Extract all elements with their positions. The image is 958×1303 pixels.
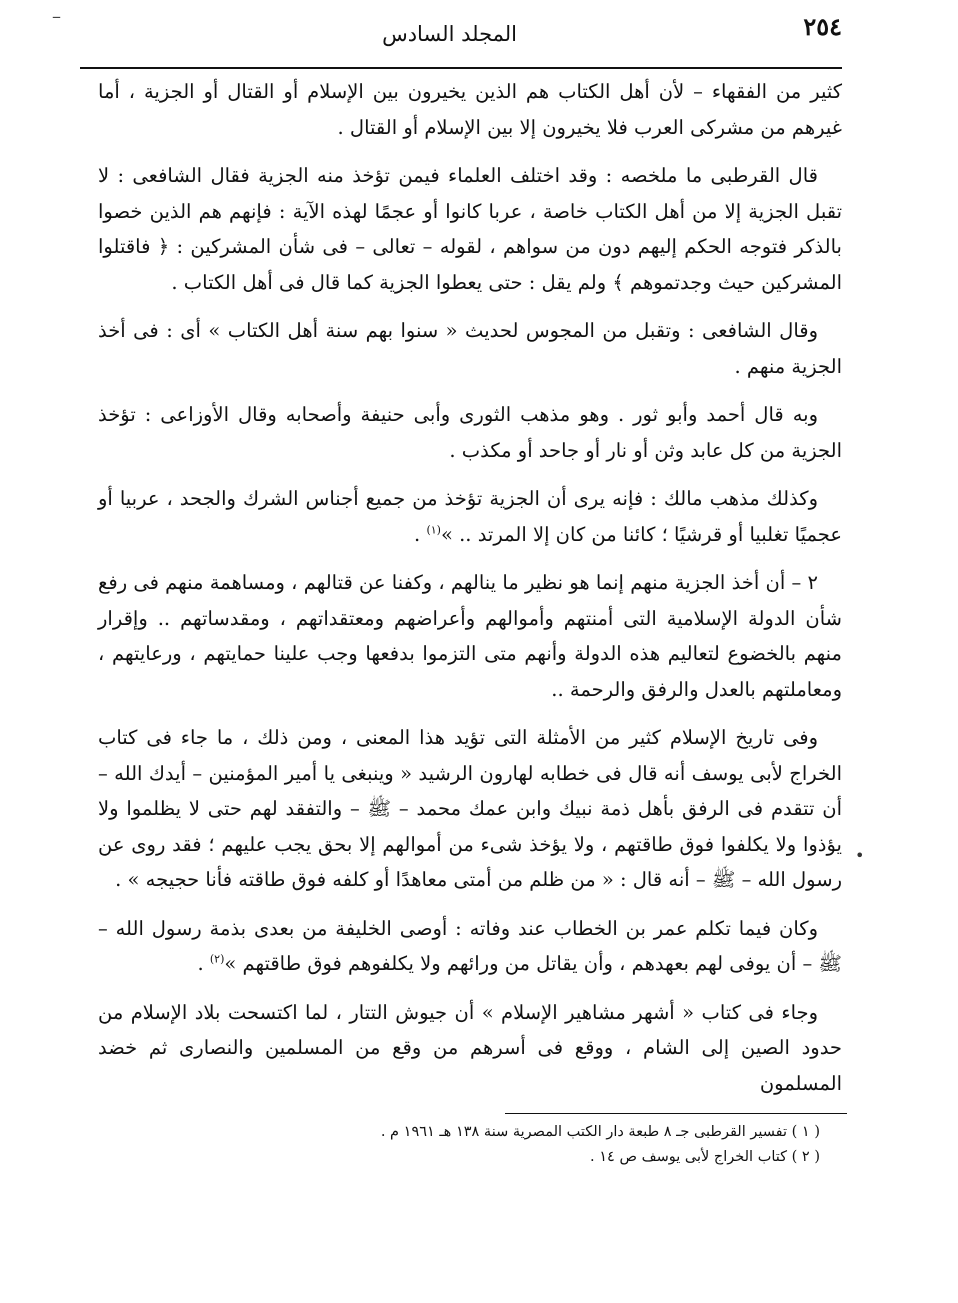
paragraph-9: وجاء فى كتاب « أشهر مشاهير الإسلام » أن جيوش التتار ، لما اكتسحت بلاد الإسلام من حدود الصين إلى الشام ، ووقع فى أسرهم من وقع من المسلمين والنصارى ثم خضد المسلمون: [98, 1000, 842, 1095]
paragraph-5: وكذلك مذهب مالك : فإنه يرى أن الجزية تؤخذ من جميع أجناس الشرك والجحد ، عربيا أو عجميًا تغلبيا أو قرشيًا ؛ كائنا من كان إلا المرتد .. »$^{(١)}$ .: [98, 487, 842, 546]
paragraph-6: ٢ – أن أخذ الجزية منهم إنما هو نظير ما ينالهم ، وكفنا عن قتالهم ، ومساهمة منهم فى رفع شأن الدولة الإسلامية التى أمنتهم وأموالهم وأعراضهم ومعتقداتهم ، ومقدساتهم .. وإقرار منهم بالخضوع لتعاليم هذه الدولة وأنهم متى التزموا بدفعها وجب علينا حمايتهم ، ورعايتهم ، ومعاملتهم بالعدل والرفق والرحمة ..: [98, 571, 842, 701]
footnotes: [250, 1120, 820, 1170]
footnote-ref-2: (٢): [209, 952, 225, 966]
paragraph-8: وكان فيما تكلم عمر بن الخطاب عند وفاته : أوصى الخليفة من بعدى بذمة رسول الله – ﷺ – أن يوفى لهم بعهدهم ، وأن يقاتل من ورائهم ولا يكلفوهم فوق طاقتهم »$^{(٢)}$ .: [98, 916, 842, 975]
paragraph-2: قال القرطبى ما ملخصه : وقد اختلف العلماء فيمن تؤخذ منه الجزية فقال الشافعى : لا تقبل الجزية إلا من أهل الكتاب خاصة ، عربا كانوا أو عجمًا لهذه الآية : فإنهم هم الذين خصوا بالذكر فتوجه الحكم إليهم دون من سواهم ، لقوله – تعالى – فى شأن المشركين : ﴿ فاقتلوا المشركين حيث وجدتموهم ﴾ ولم يقل : حتى يعطوا الجزية كما قال فى أهل الكتاب .: [98, 164, 842, 294]
paragraph-4: وبه قال أحمد وأبو ثور . وهو مذهب الثورى وأبى حنيفة وأصحابه وقال الأوزاعى : تؤخذ الجزية من كل عابد وثن أو نار أو جاحد أو مكذب .: [98, 403, 842, 462]
paragraph-3: وقال الشافعى : وتقبل من المجوس لحديث « سنوا بهم سنة أهل الكتاب » أى : فى أخذ الجزية منهم .: [98, 319, 842, 378]
margin-dot: •: [855, 846, 865, 865]
footnote-ref-1: (١): [426, 523, 441, 536]
header-rule: [80, 67, 842, 69]
paragraph-7: وفى تاريخ الإسلام كثير من الأمثلة التى تؤيد هذا المعنى ، ومن ذلك ، ما جاء فى كتاب الخراج لأبى يوسف أنه قال فى خطابه لهارون الرشيد « وينبغى يا أمير المؤمنين – أيدك الله – أن تتقدم فى الرفق بأهل ذمة نبيك وابن عمك محمد – ﷺ – والتفقد لهم حتى لا يظلموا ولا يؤذوا ولا يكلفوا فوق طاقتهم ، ولا يؤخذ شىء من أموالهم إلا بحق يجب عليهم ؛ فقد روى عن رسول الله – ﷺ – أنه قال : « من ظلم من أمتى معاهدًا أو كلفه فوق طاقته فأنا حجيجه » .: [98, 726, 842, 891]
page-number: ٢٥٤: [803, 12, 842, 41]
paragraph-8-text: وكان فيما تكلم عمر بن الخطاب عند وفاته : أوصى الخليفة من بعدى بذمة رسول الله – ﷺ – أن يوفى لهم بعهدهم ، وأن يقاتل من ورائهم ولا يكلفوهم فوق طاقتهم »: [98, 916, 842, 975]
margin-mark: –: [52, 6, 61, 27]
body-text: [98, 74, 842, 1114]
footnote-2: ( ٢ ) كتاب الخراج لأبى يوسف ص ١٤ .: [590, 1149, 820, 1165]
paragraph-1: كثير من الفقهاء – لأن أهل الكتاب هم الذين يخيرون بين الإسلام أو القتال أو الجزية ، أما غيرهم من مشركى العرب فلا يخيرون إلا بين الإسلام أو القتال .: [98, 80, 842, 139]
page-header: [80, 12, 842, 52]
footnote-rule: [505, 1113, 847, 1114]
running-title: المجلد السادس: [382, 22, 517, 46]
paragraph-5-text: وكذلك مذهب مالك : فإنه يرى أن الجزية تؤخذ من جميع أجناس الشرك والجحد ، عربيا أو عجميًا تغلبيا أو قرشيًا ؛ كائنا من كان إلا المرتد .. »: [98, 487, 842, 546]
footnote-1: ( ١ ) تفسير القرطبى جـ ٨ طبعة دار الكتب المصرية سنة ١٣٨ هـ ١٩٦١ م .: [380, 1124, 820, 1140]
